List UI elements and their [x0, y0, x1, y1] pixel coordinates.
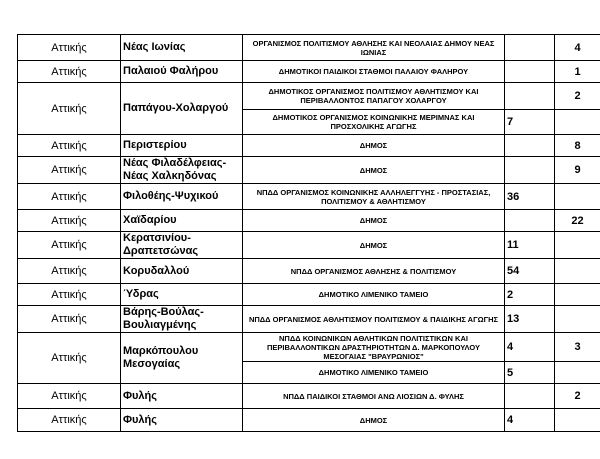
- region-cell: Αττικής: [18, 259, 121, 284]
- region-cell: Αττικής: [18, 157, 121, 184]
- table-row: [18, 157, 600, 184]
- region-cell: Αττικής: [18, 61, 121, 83]
- table-row: [18, 333, 600, 362]
- region-cell: Αττικής: [18, 284, 121, 306]
- organization-cell: ΔΗΜΟΣ: [243, 232, 505, 259]
- count-cell-2: [555, 362, 600, 384]
- municipality-cell: Χαϊδαρίου: [121, 210, 243, 232]
- count-cell-1: 36: [505, 184, 555, 210]
- organization-cell: ΔΗΜΟΣ: [243, 157, 505, 184]
- region-cell: Αττικής: [18, 35, 121, 61]
- count-cell-2: 1: [555, 61, 600, 83]
- count-cell-2: [555, 409, 600, 432]
- region-cell: Αττικής: [18, 210, 121, 232]
- count-cell-2: 3: [555, 333, 600, 362]
- count-cell-1: 13: [505, 306, 555, 333]
- region-cell: Αττικής: [18, 83, 121, 135]
- municipality-cell: Κορυδαλλού: [121, 259, 243, 284]
- count-cell-1: [505, 35, 555, 61]
- table-row: [18, 384, 600, 409]
- table-row: [18, 284, 600, 306]
- organization-cell: ΔΗΜΟΤΙΚΟΣ ΟΡΓΑΝΙΣΜΟΣ ΚΟΙΝΩΝΙΚΗΣ ΜΕΡΙΜΝΑΣ ΚΑΙ ΠΡΟΣΧΟΛΙΚΗΣ ΑΓΩΓΗΣ: [243, 110, 505, 135]
- count-cell-1: 7: [505, 110, 555, 135]
- count-cell-1: [505, 210, 555, 232]
- organization-cell: ΔΗΜΟΤΙΚΟ ΛΙΜΕΝΙΚΟ ΤΑΜΕΙΟ: [243, 362, 505, 384]
- organization-cell: ΝΠΔΔ ΟΡΓΑΝΙΣΜΟΣ ΚΟΙΝΩΝΙΚΗΣ ΑΛΛΗΛΕΓΓΥΗΣ - ΠΡΟΣΤΑΣΙΑΣ, ΠΟΛΙΤΙΣΜΟΥ & ΑΘΛΗΤΙΣΜΟΥ: [243, 184, 505, 210]
- count-cell-1: [505, 157, 555, 184]
- organization-cell: ΔΗΜΟΣ: [243, 409, 505, 432]
- count-cell-2: [555, 259, 600, 284]
- staffing-table: [17, 34, 600, 432]
- municipality-cell: Ύδρας: [121, 284, 243, 306]
- municipality-cell: Παλαιού Φαλήρου: [121, 61, 243, 83]
- organization-cell: ΝΠΔΔ ΟΡΓΑΝΙΣΜΟΣ ΑΘΛΗΣΗΣ & ΠΟΛΙΤΙΣΜΟΥ: [243, 259, 505, 284]
- region-cell: Αττικής: [18, 333, 121, 384]
- count-cell-1: [505, 384, 555, 409]
- organization-cell: ΔΗΜΟΣ: [243, 135, 505, 157]
- count-cell-2: [555, 284, 600, 306]
- table-row: [18, 35, 600, 61]
- count-cell-2: 4: [555, 35, 600, 61]
- organization-cell: ΝΠΔΔ ΠΑΙΔΙΚΟΙ ΣΤΑΘΜΟΙ ΑΝΩ ΛΙΟΣΙΩΝ Δ. ΦΥΛΗΣ: [243, 384, 505, 409]
- municipality-cell: Βάρης-Βούλας-Βουλιαγμένης: [121, 306, 243, 333]
- municipality-cell: Φιλοθέης-Ψυχικού: [121, 184, 243, 210]
- table-row: [18, 210, 600, 232]
- count-cell-2: 8: [555, 135, 600, 157]
- region-cell: Αττικής: [18, 306, 121, 333]
- organization-cell: ΔΗΜΟΣ: [243, 210, 505, 232]
- count-cell-2: [555, 232, 600, 259]
- municipality-cell: Παπάγου-Χολαργού: [121, 83, 243, 135]
- count-cell-2: 2: [555, 384, 600, 409]
- municipality-cell: Περιστερίου: [121, 135, 243, 157]
- table-row: [18, 232, 600, 259]
- count-cell-1: 4: [505, 333, 555, 362]
- count-cell-2: [555, 110, 600, 135]
- table-row: [18, 259, 600, 284]
- count-cell-1: 2: [505, 284, 555, 306]
- count-cell-1: 4: [505, 409, 555, 432]
- table-row: [18, 83, 600, 110]
- table-row: [18, 306, 600, 333]
- municipality-cell: Νέας Ιωνίας: [121, 35, 243, 61]
- count-cell-2: 22: [555, 210, 600, 232]
- municipality-cell: Κερατσινίου-Δραπετσώνας: [121, 232, 243, 259]
- count-cell-1: 54: [505, 259, 555, 284]
- organization-cell: ΔΗΜΟΤΙΚΟΣ ΟΡΓΑΝΙΣΜΟΣ ΠΟΛΙΤΙΣΜΟΥ ΑΘΛΗΤΙΣΜΟΥ ΚΑΙ ΠΕΡΙΒΑΛΛΟΝΤΟΣ ΠΑΠΑΓΟΥ ΧΟΛΑΡΓΟΥ: [243, 83, 505, 110]
- organization-cell: ΔΗΜΟΤΙΚΟΙ ΠΑΙΔΙΚΟΙ ΣΤΑΘΜΟΙ ΠΑΛΑΙΟΥ ΦΑΛΗΡΟΥ: [243, 61, 505, 83]
- count-cell-2: 9: [555, 157, 600, 184]
- count-cell-2: [555, 184, 600, 210]
- region-cell: Αττικής: [18, 184, 121, 210]
- count-cell-1: [505, 61, 555, 83]
- municipality-cell: Μαρκόπουλου Μεσογαίας: [121, 333, 243, 384]
- organization-cell: ΝΠΔΔ ΚΟΙΝΩΝΙΚΩΝ ΑΘΛΗΤΙΚΩΝ ΠΟΛΙΤΙΣΤΙΚΩΝ ΚΑΙ ΠΕΡΙΒΑΛΛΟΝΤΙΚΩΝ ΔΡΑΣΤΗΡΙΟΤΗΤΩΝ Δ. ΜΑΡΚΟΠΟΥΛΟΥ ΜΕΣΟΓΑΙΑΣ "ΒΡΑΥΡΩΝΙΟΣ": [243, 333, 505, 362]
- municipality-cell: Φυλής: [121, 384, 243, 409]
- count-cell-1: [505, 135, 555, 157]
- region-cell: Αττικής: [18, 135, 121, 157]
- organization-cell: ΔΗΜΟΤΙΚΟ ΛΙΜΕΝΙΚΟ ΤΑΜΕΙΟ: [243, 284, 505, 306]
- region-cell: Αττικής: [18, 409, 121, 432]
- count-cell-2: 2: [555, 83, 600, 110]
- region-cell: Αττικής: [18, 232, 121, 259]
- table-row: [18, 61, 600, 83]
- municipality-cell: Νέας Φιλαδέλφειας-Νέας Χαλκηδόνας: [121, 157, 243, 184]
- table-row: [18, 135, 600, 157]
- organization-cell: ΝΠΔΔ ΟΡΓΑΝΙΣΜΟΣ ΑΘΛΗΤΙΣΜΟΥ ΠΟΛΙΤΙΣΜΟΥ & ΠΑΙΔΙΚΗΣ ΑΓΩΓΗΣ: [243, 306, 505, 333]
- table-row: [18, 184, 600, 210]
- count-cell-1: [505, 83, 555, 110]
- table-body: [18, 35, 600, 432]
- organization-cell: ΟΡΓΑΝΙΣΜΟΣ ΠΟΛΙΤΙΣΜΟΥ ΑΘΛΗΣΗΣ ΚΑΙ ΝΕΟΛΑΙΑΣ ΔΗΜΟΥ ΝΕΑΣ ΙΩΝΙΑΣ: [243, 35, 505, 61]
- count-cell-1: 11: [505, 232, 555, 259]
- count-cell-1: 5: [505, 362, 555, 384]
- table-row: [18, 409, 600, 432]
- region-cell: Αττικής: [18, 384, 121, 409]
- count-cell-2: [555, 306, 600, 333]
- municipality-cell: Φυλής: [121, 409, 243, 432]
